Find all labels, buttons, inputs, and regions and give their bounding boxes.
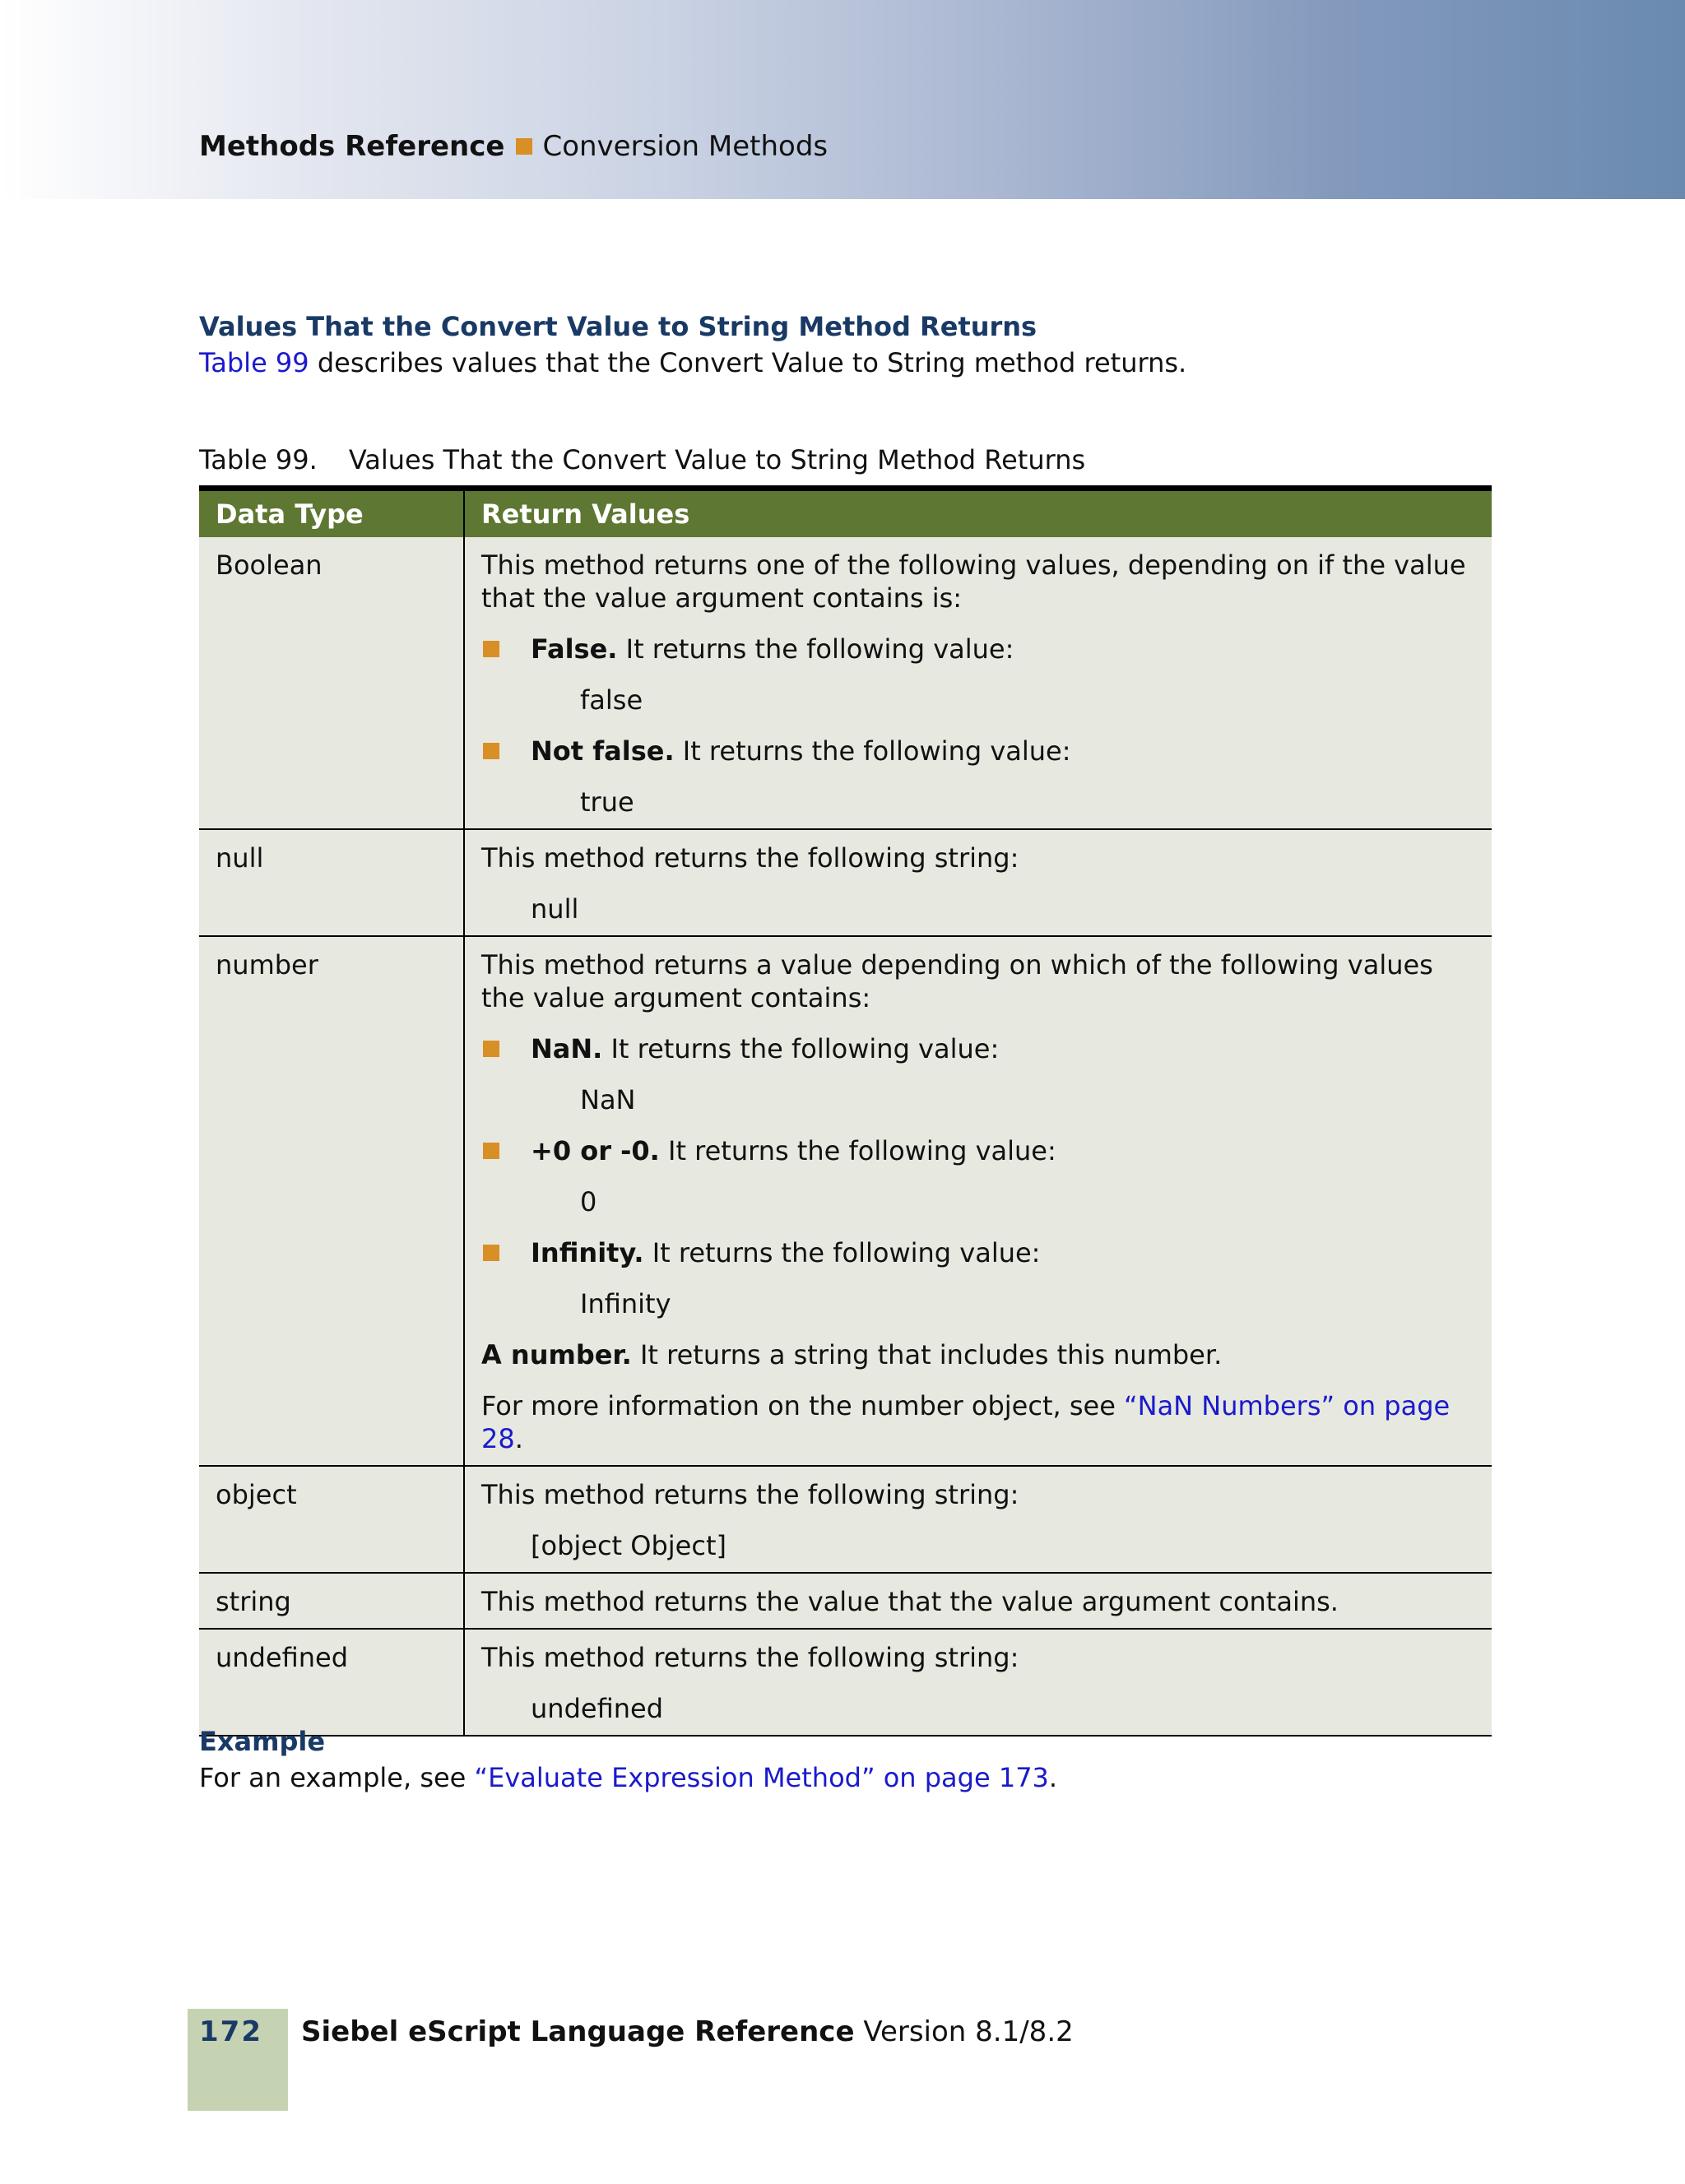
running-header-subsection: Conversion Methods bbox=[542, 130, 829, 163]
bullet-bold: NaN. bbox=[531, 1033, 603, 1064]
intro-text: describes values that the Convert Value to String method returns. bbox=[309, 347, 1187, 378]
table-99-link[interactable]: Table 99 bbox=[199, 347, 309, 378]
example-paragraph bbox=[199, 1762, 1057, 1793]
square-bullet-icon bbox=[483, 743, 499, 759]
return-value: [object Object] bbox=[531, 1530, 726, 1561]
bullet-text: It returns the following value: bbox=[643, 1237, 1041, 1268]
bullet-item bbox=[481, 1236, 1475, 1269]
table-row bbox=[199, 1629, 1492, 1736]
cell-paragraph bbox=[481, 1389, 1475, 1455]
bullet-item bbox=[481, 735, 1475, 767]
data-type-cell: object bbox=[199, 1466, 464, 1573]
table-row bbox=[199, 537, 1492, 829]
paragraph-text: It returns a string that includes this number. bbox=[631, 1339, 1223, 1370]
table-caption bbox=[199, 444, 1085, 475]
column-header-data-type: Data Type bbox=[199, 491, 464, 537]
table-header-row bbox=[199, 491, 1492, 537]
paragraph-text: For more information on the number object, see bbox=[481, 1390, 1125, 1421]
cell-paragraph bbox=[481, 1338, 1475, 1371]
square-bullet-icon bbox=[483, 1143, 499, 1159]
bullet-text: It returns the following value: bbox=[602, 1033, 1000, 1064]
return-value: undefined bbox=[531, 1693, 663, 1724]
bullet-text: It returns the following value: bbox=[659, 1135, 1056, 1166]
data-type-cell: Boolean bbox=[199, 537, 464, 829]
data-type-cell: string bbox=[199, 1573, 464, 1629]
evaluate-expression-link[interactable]: “Evaluate Expression Method” on page 173 bbox=[474, 1762, 1049, 1793]
running-header-section: Methods Reference bbox=[199, 130, 505, 163]
cell-paragraph: This method returns the following string: bbox=[481, 1479, 1019, 1510]
bullet-bold: Infinity. bbox=[531, 1237, 644, 1268]
page-number: 172 bbox=[199, 2015, 262, 2048]
bullet-text: It returns the following value: bbox=[617, 633, 1014, 665]
square-bullet-icon bbox=[483, 1245, 499, 1261]
nan-numbers-link[interactable]: “NaN Numbers” on page 28 bbox=[481, 1390, 1451, 1454]
cell-paragraph: This method returns the following string: bbox=[481, 842, 1019, 874]
column-header-return-values: Return Values bbox=[464, 491, 1492, 537]
table-row bbox=[199, 1466, 1492, 1573]
intro-paragraph bbox=[199, 347, 1186, 378]
table-top-rule bbox=[199, 485, 1492, 491]
data-type-cell: null bbox=[199, 829, 464, 936]
return-values-cell bbox=[464, 537, 1492, 829]
bullet-text: It returns the following value: bbox=[674, 735, 1071, 767]
example-text-end: . bbox=[1048, 1762, 1058, 1793]
footer-title bbox=[301, 2015, 1074, 2048]
data-type-cell: undefined bbox=[199, 1629, 464, 1736]
return-values-cell bbox=[464, 1466, 1492, 1573]
paragraph-bold: A number. bbox=[481, 1339, 632, 1370]
table-row bbox=[199, 1573, 1492, 1629]
cell-paragraph: This method returns a value depending on which of the following values the value argument contains: bbox=[481, 949, 1433, 1013]
book-title: Siebel eScript Language Reference bbox=[301, 2015, 855, 2048]
return-values-cell bbox=[464, 1573, 1492, 1629]
bullet-bold: Not false. bbox=[531, 735, 675, 767]
bullet-item bbox=[481, 1134, 1475, 1167]
bullet-item bbox=[481, 633, 1475, 665]
bullet-bold: +0 or -0. bbox=[531, 1135, 660, 1166]
return-values-cell bbox=[464, 936, 1492, 1466]
return-values-table bbox=[199, 485, 1492, 1737]
paragraph-text: . bbox=[514, 1423, 523, 1454]
return-value: false bbox=[580, 684, 643, 716]
square-bullet-icon bbox=[516, 138, 532, 155]
table-caption-number: Table 99. bbox=[199, 444, 318, 475]
return-value: null bbox=[531, 893, 579, 925]
cell-paragraph: This method returns the following string: bbox=[481, 1642, 1019, 1673]
return-values-cell bbox=[464, 829, 1492, 936]
bullet-bold: False. bbox=[531, 633, 618, 665]
bullet-item bbox=[481, 1032, 1475, 1065]
book-version: Version 8.1/8.2 bbox=[854, 2015, 1074, 2048]
data-type-cell: number bbox=[199, 936, 464, 1466]
return-values-cell bbox=[464, 1629, 1492, 1736]
section-heading: Values That the Convert Value to String Method Returns bbox=[199, 311, 1037, 342]
square-bullet-icon bbox=[483, 1041, 499, 1057]
cell-paragraph: This method returns one of the following values, depending on if the value that the value argument contains is: bbox=[481, 549, 1466, 614]
return-value: NaN bbox=[580, 1084, 636, 1115]
example-heading: Example bbox=[199, 1726, 326, 1757]
running-header bbox=[199, 128, 828, 165]
return-value: Infinity bbox=[580, 1288, 671, 1319]
table-row bbox=[199, 829, 1492, 936]
example-text: For an example, see bbox=[199, 1762, 475, 1793]
cell-paragraph: This method returns the value that the value argument contains. bbox=[481, 1586, 1339, 1617]
header-band bbox=[0, 0, 1685, 199]
return-value: true bbox=[580, 786, 634, 818]
return-value: 0 bbox=[580, 1186, 597, 1217]
square-bullet-icon bbox=[483, 641, 499, 657]
table-row bbox=[199, 936, 1492, 1466]
table-caption-title: Values That the Convert Value to String Method Returns bbox=[348, 444, 1086, 475]
